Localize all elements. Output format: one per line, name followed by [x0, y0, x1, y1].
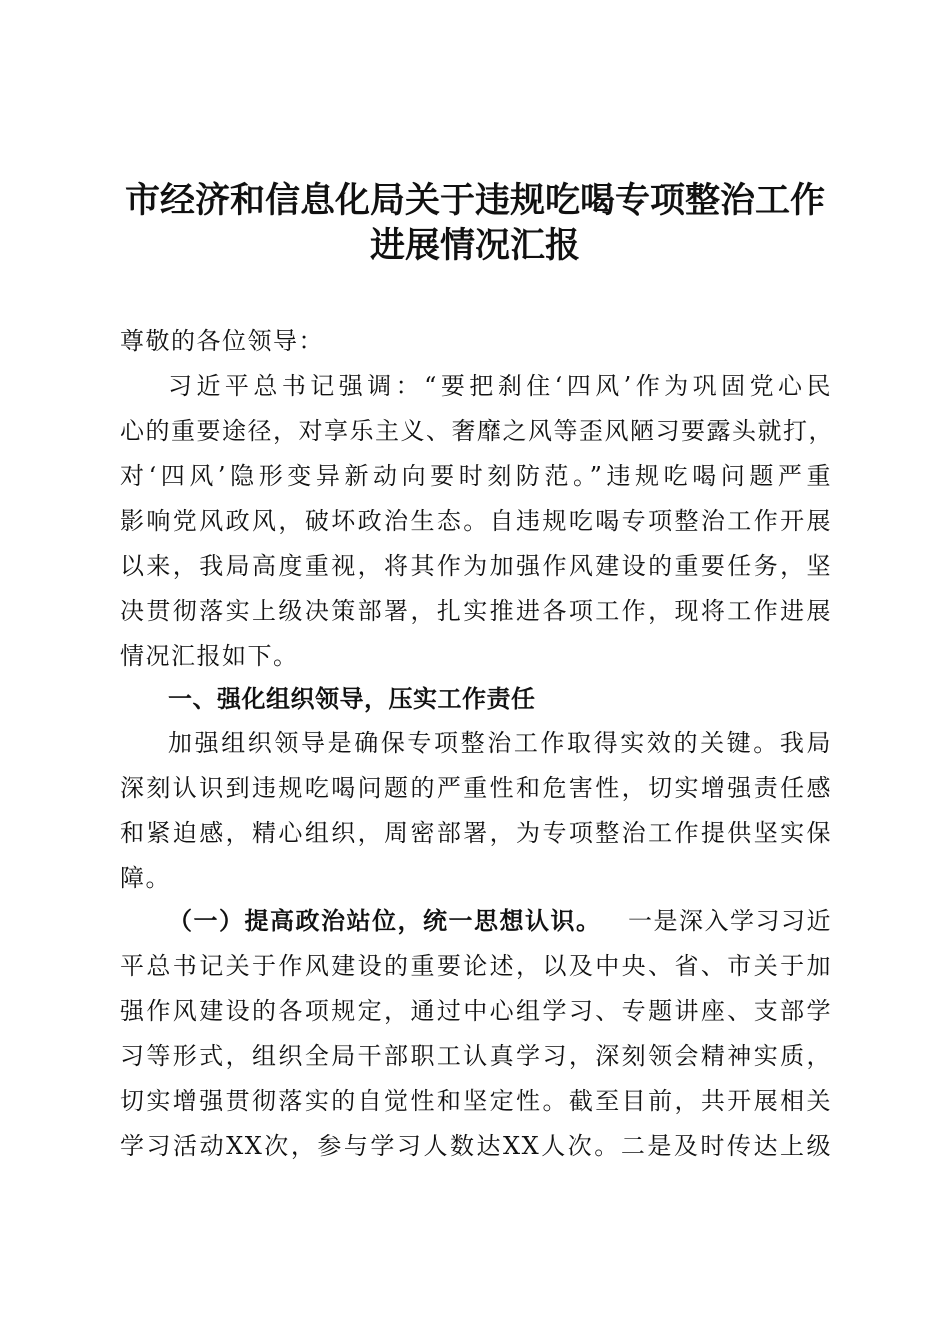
intro-line: 心的重要途径，对享乐主义、奢靡之风等歪风陋习要露头就打，: [120, 417, 834, 445]
intro-line: 习近平总书记强调：“要把刹住‘四风’作为巩固党心民: [168, 372, 832, 400]
subsection-line: 强作风建设的各项规定，通过中心组学习、专题讲座、支部学: [120, 997, 832, 1025]
salutation: 尊敬的各位领导：: [120, 327, 324, 355]
intro-line: 对‘四风’隐形变异新动向要时刻防范。”违规吃喝问题严重: [120, 462, 832, 490]
subsection-first-line: [168, 898, 832, 944]
document-title-line-2: 进展情况汇报: [369, 225, 580, 266]
document-title-line-1: 市经济和信息化局关于违规吃喝专项整治工作: [124, 180, 825, 221]
intro-line: 决贯彻落实上级决策部署，扎实推进各项工作，现将工作进展: [120, 597, 832, 625]
section1-line: 和紧迫感，精心组织，周密部署，为专项整治工作提供坚实保: [120, 819, 832, 847]
section-heading: 一、强化组织领导，压实工作责任: [168, 685, 536, 713]
subsection-heading: （一）提高政治站位，统一思想认识。: [168, 906, 602, 935]
section1-line: 加强组织领导是确保专项整治工作取得实效的关键。我局: [168, 729, 832, 757]
subsection-line: 学习活动XX次，参与学习人数达XX人次。二是及时传达上级: [120, 1132, 832, 1160]
intro-line: 以来，我局高度重视，将其作为加强作风建设的重要任务，坚: [120, 552, 832, 580]
subsection-line: 平总书记关于作风建设的重要论述，以及中央、省、市关于加: [120, 952, 832, 980]
subsection-line: 切实增强贯彻落实的自觉性和坚定性。截至目前，共开展相关: [120, 1087, 832, 1115]
section1-line: 障。: [120, 864, 171, 892]
intro-line: 情况汇报如下。: [120, 642, 299, 670]
subsection-line: 习等形式，组织全局干部职工认真学习，深刻领会精神实质，: [120, 1042, 832, 1070]
subsection-line-rest: 一是深入学习习近: [628, 907, 832, 935]
section1-line: 深刻认识到违规吃喝问题的严重性和危害性，切实增强责任感: [120, 774, 832, 802]
intro-line: 影响党风政风，破坏政治生态。自违规吃喝专项整治工作开展: [120, 507, 832, 535]
